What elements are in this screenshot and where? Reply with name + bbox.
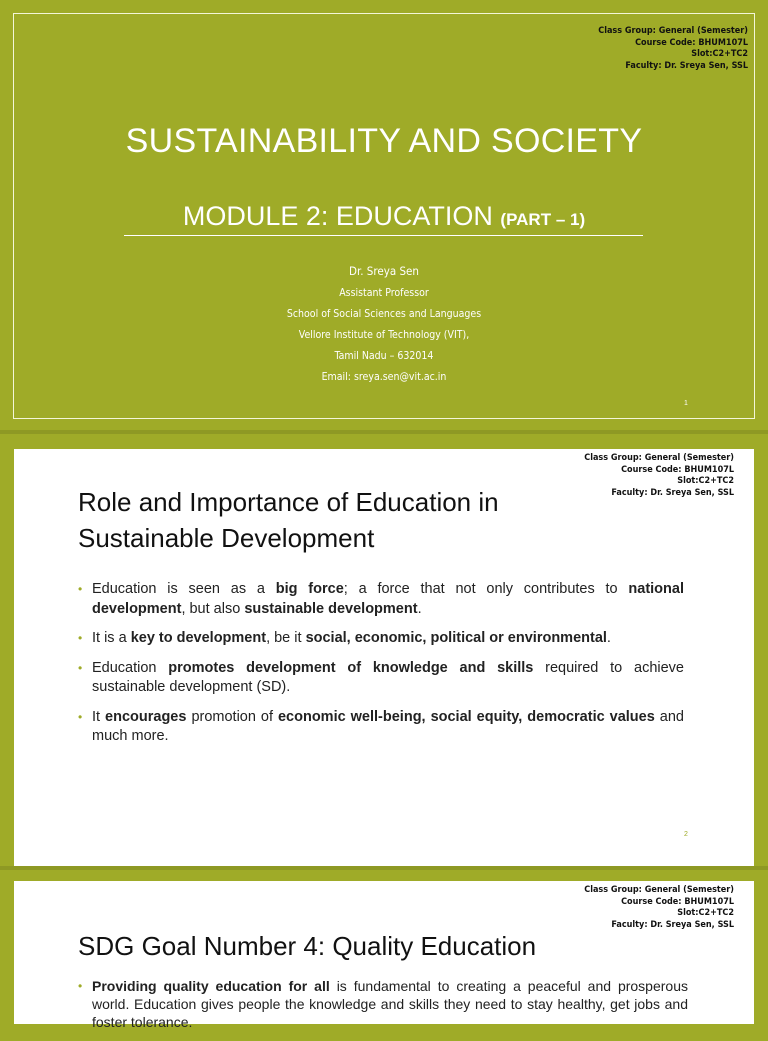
bullet-emphasis: economic well-being, social equity, democratic values bbox=[277, 708, 655, 725]
class-group: Class Group: General (Semester) bbox=[584, 885, 734, 895]
slide-title bbox=[78, 484, 499, 556]
course-code: Course Code: BHUM107L bbox=[621, 896, 734, 907]
slide-3 bbox=[0, 868, 768, 1030]
bullet-emphasis: encourages bbox=[105, 708, 187, 725]
bullet-text: promotion of bbox=[186, 708, 278, 725]
page-number: 1 bbox=[684, 400, 688, 407]
class-group: Class Group: General (Semester) bbox=[598, 26, 748, 36]
bullet-item bbox=[78, 708, 684, 747]
course-code: Course Code: BHUM107L bbox=[621, 464, 734, 475]
bullet-text: is fundamental to creating a peaceful and prosperous world. Education gives people the knowledge and skills they need to stay healthy, get jobs and foster tolerance. bbox=[92, 978, 688, 1030]
bullet-text: It is a bbox=[92, 630, 131, 646]
bullet-text: and much more. bbox=[92, 708, 684, 744]
title-underline bbox=[124, 235, 643, 236]
slide-1 bbox=[0, 0, 768, 432]
bullet-item bbox=[78, 629, 684, 649]
bullet-emphasis: big force bbox=[275, 581, 344, 597]
bullet-text: . bbox=[606, 630, 611, 646]
slide-title: SDG Goal Number 4: Quality Education bbox=[78, 931, 537, 961]
bullet-item bbox=[78, 977, 688, 1031]
course-meta bbox=[584, 885, 734, 931]
bullet-list bbox=[78, 580, 684, 757]
bullet-item bbox=[78, 659, 684, 698]
class-group: Class Group: General (Semester) bbox=[584, 453, 734, 463]
module-title bbox=[0, 201, 768, 232]
slide-body bbox=[14, 449, 754, 867]
faculty: Faculty: Dr. Sreya Sen, SSL bbox=[611, 919, 734, 930]
bullet-text: , but also bbox=[181, 600, 245, 617]
bullet-text: It bbox=[92, 708, 106, 725]
slide-title-line-1: Role and Importance of Education in bbox=[78, 487, 499, 517]
bullet-text: Education is seen as a bbox=[92, 581, 276, 597]
bullet-text: required to achieve sustainable development (SD). bbox=[92, 659, 684, 695]
bullet-emphasis: sustainable development bbox=[244, 600, 418, 617]
slide-2 bbox=[0, 432, 768, 868]
bullet-text: . bbox=[417, 600, 422, 617]
bullet-text: ; a force that not only contributes to bbox=[343, 581, 629, 597]
bullet-text: Education bbox=[92, 659, 169, 676]
bullet-list bbox=[78, 977, 688, 1041]
bullet-emphasis: Providing quality education for all bbox=[92, 978, 330, 994]
bullet-text: , be it bbox=[266, 630, 306, 646]
author-institute: Vellore Institute of Technology (VIT), bbox=[298, 329, 470, 341]
course-code: Course Code: BHUM107L bbox=[635, 37, 748, 48]
module-label: MODULE 2: EDUCATION bbox=[182, 201, 493, 231]
slot: Slot:C2+TC2 bbox=[677, 476, 734, 486]
slide-title-line-2: Sustainable Development bbox=[78, 523, 375, 553]
bullet-emphasis: social, economic, political or environmental bbox=[305, 630, 607, 646]
bullet-item bbox=[78, 580, 684, 619]
faculty: Faculty: Dr. Sreya Sen, SSL bbox=[611, 487, 734, 498]
author-name: Dr. Sreya Sen bbox=[349, 264, 419, 278]
page-number: 2 bbox=[684, 831, 688, 838]
slot: Slot:C2+TC2 bbox=[677, 908, 734, 918]
course-meta bbox=[598, 26, 748, 72]
bullet-emphasis: national development bbox=[92, 581, 684, 617]
course-meta bbox=[584, 453, 734, 499]
slot: Slot:C2+TC2 bbox=[691, 49, 748, 59]
module-part: (PART – 1) bbox=[500, 210, 586, 229]
bullet-emphasis: key to development bbox=[130, 630, 267, 646]
faculty: Faculty: Dr. Sreya Sen, SSL bbox=[625, 60, 748, 71]
author-school: School of Social Sciences and Languages bbox=[286, 308, 482, 320]
bullet-emphasis: promotes development of knowledge and skills bbox=[168, 659, 534, 676]
author-email: Email: sreya.sen@vit.ac.in bbox=[321, 371, 447, 383]
author-designation: Assistant Professor bbox=[339, 287, 429, 299]
slide-body bbox=[14, 881, 754, 1030]
author-location: Tamil Nadu – 632014 bbox=[334, 350, 434, 362]
course-title: SUSTAINABILITY AND SOCIETY bbox=[125, 122, 643, 160]
